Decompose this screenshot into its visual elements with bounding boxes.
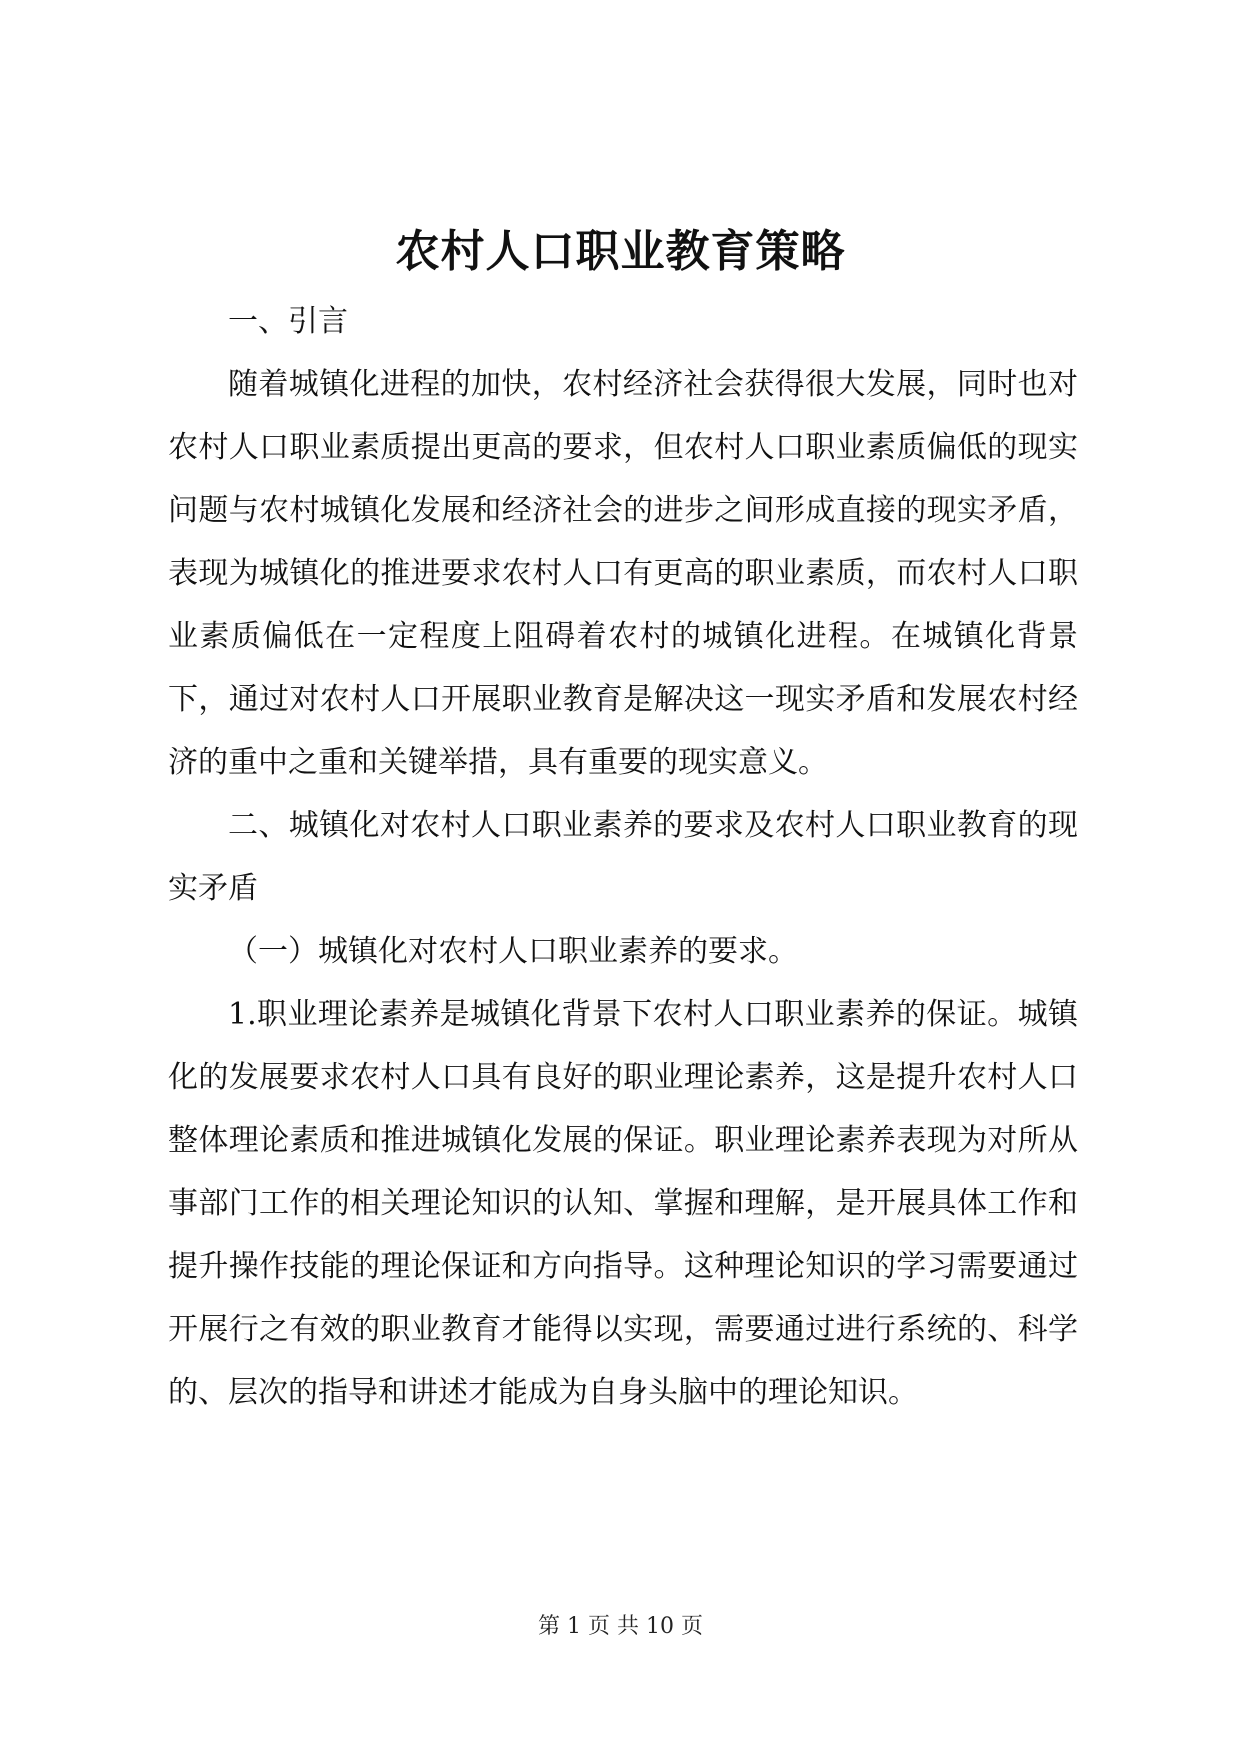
section-heading-two: 二、城镇化对农村人口职业素养的要求及农村人口职业教育的现实矛盾 bbox=[168, 808, 1078, 906]
subsection-heading-one: （一）城镇化对农村人口职业素养的要求。 bbox=[228, 934, 798, 969]
paragraph-intro: 随着城镇化进程的加快，农村经济社会获得很大发展，同时也对农村人口职业素质提出更高的要求，但农村人口职业素质偏低的现实问题与农村城镇化发展和经济社会的进步之间形成直接的现实矛盾，表现为城镇化的推进要求农村人口有更高的职业素质，而农村人口职业素质偏低在一定程度上阻碍着农村的城镇化进程。在城镇化背景下，通过对农村人口开展职业教育是解决这一现实矛盾和发展农村经济的重中之重和关键举措，具有重要的现实意义。 bbox=[168, 367, 1078, 780]
document-title: 农村人口职业教育策略 bbox=[395, 226, 846, 277]
section-heading-intro: 一、引言 bbox=[228, 304, 348, 339]
document-body bbox=[168, 290, 1078, 1424]
paragraph-point-one: 1.职业理论素养是城镇化背景下农村人口职业素养的保证。城镇化的发展要求农村人口具有良好的职业理论素养，这是提升农村人口整体理论素质和推进城镇化发展的保证。职业理论素养表现为对所从事部门工作的相关理论知识的认知、掌握和理解，是开展具体工作和提升操作技能的理论保证和方向指导。这种理论知识的学习需要通过开展行之有效的职业教育才能得以实现，需要通过进行系统的、科学的、层次的指导和讲述才能成为自身头脑中的理论知识。 bbox=[168, 997, 1078, 1410]
page-footer: 第 1 页 共 10 页 bbox=[538, 1614, 703, 1639]
